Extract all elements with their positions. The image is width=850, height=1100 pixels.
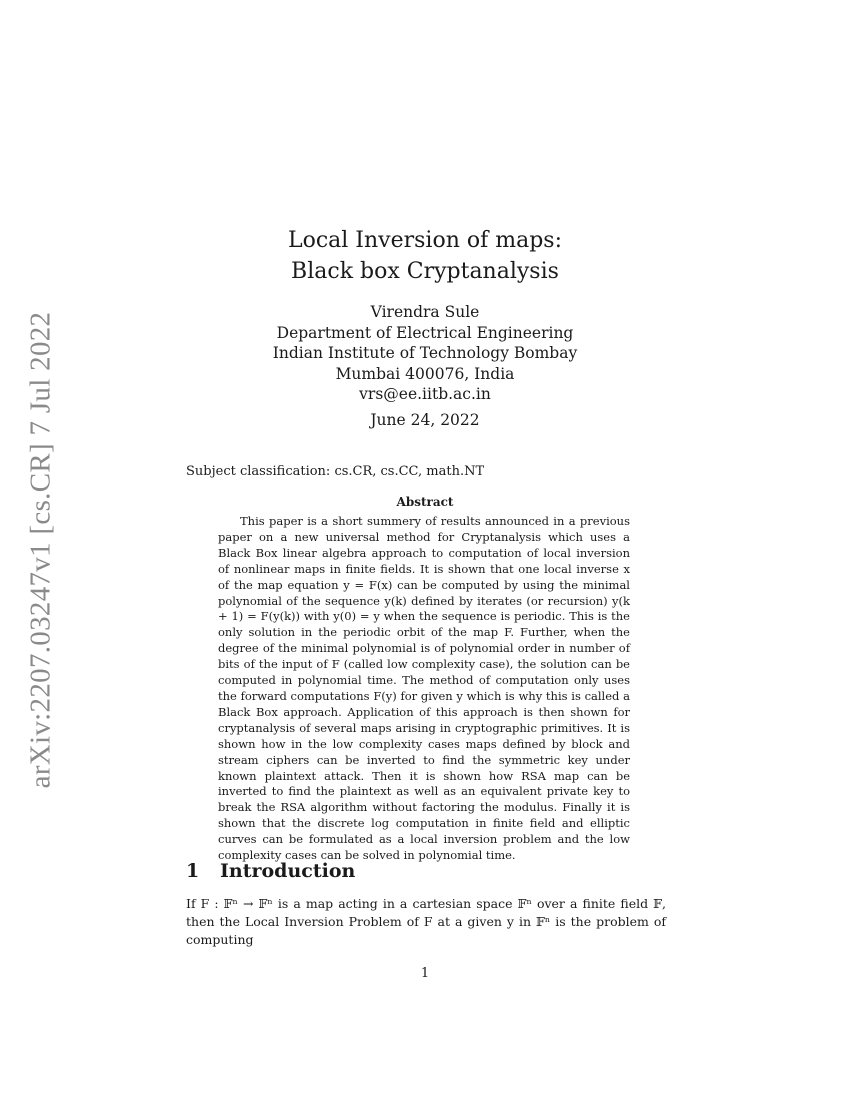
author-department: Department of Electrical Engineering <box>276 323 574 342</box>
abstract-heading: Abstract <box>396 495 454 509</box>
title-line-1: Local Inversion of maps: <box>287 228 563 253</box>
author-block <box>185 302 665 405</box>
page-number: 1 <box>420 966 430 981</box>
author-address: Mumbai 400076, India <box>335 364 515 383</box>
author-name: Virendra Sule <box>370 303 480 321</box>
author-email: vrs@ee.iitb.ac.in <box>359 385 491 403</box>
abstract-text: This paper is a short summery of results announced in a previous paper on a new universal method for Cryptanalysis which uses a Black Box linear algebra approach to computation of local inversion of nonlinear maps in finite fields. It is shown that one local inverse x of the map equation y = F(x) can be computed by using the minimal polynomial of the sequence y(k) defined by iterates (or recursion) y(k + 1) = F(y(k)) with y(0) = y when the sequence is periodic. This is the only solution in the periodic orbit of the map F. Further, when the degree of the minimal polynomial is of polynomial order in number of bits of the input of F (called low complexity case), the solution can be computed in polynomial time. The method of computation only uses the forward computations F(y) for given y which is why this is called a Black Box approach. Application of this approach is then shown for cryptanalysis of several maps arising in cryptographic primitives. It is shown how in the low complexity cases maps defined by block and stream ciphers can be inverted to find the symmetric key under known plaintext attack. Then it is shown how RSA map can be inverted to find the plaintext as well as an equivalent private key to break the RSA algorithm without factoring the modulus. Finally it is shown that the discrete log computation in finite field and elliptic curves can be formulated as a local inversion problem and the low complexity cases can be solved in polynomial time. <box>218 514 630 863</box>
paper-title <box>185 225 665 287</box>
section-number: 1 <box>186 860 200 882</box>
paper-date: June 24, 2022 <box>370 411 480 429</box>
introduction-paragraph: If F : 𝔽ⁿ → 𝔽ⁿ is a map acting in a cartesian space 𝔽ⁿ over a finite field 𝔽, then the Local Inversion Problem of F at a given y in 𝔽ⁿ is the problem of computing <box>186 896 666 947</box>
author-institute: Indian Institute of Technology Bombay <box>272 344 578 362</box>
arxiv-identifier-stamp: arXiv:2207.03247v1 [cs.CR] 7 Jul 2022 <box>24 311 57 789</box>
subject-classification: Subject classification: cs.CR, cs.CC, math.NT <box>186 464 485 479</box>
section-title: Introduction <box>220 860 356 882</box>
title-line-2: Black box Cryptanalysis <box>291 259 559 284</box>
section-heading-introduction <box>186 860 355 882</box>
